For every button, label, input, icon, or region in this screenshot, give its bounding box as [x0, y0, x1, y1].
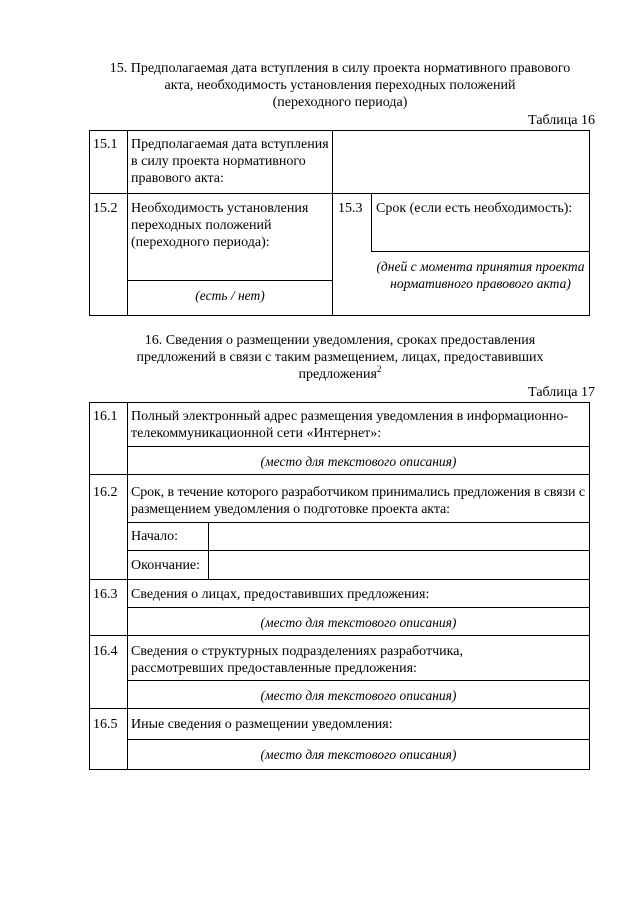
- departments-label: Сведения о структурных подразделениях разработчика, рассмотревших предоставленные предложения:: [131, 644, 463, 676]
- end-label: Окончание:: [131, 558, 201, 573]
- other-info-field[interactable]: (место для текстового описания): [260, 747, 457, 762]
- date-entry-field[interactable]: [334, 132, 588, 192]
- row-number-16-2: 16.2: [93, 485, 118, 500]
- section15-heading-line1: 15. Предполагаемая дата вступления в силу проекта нормативного правового: [109, 61, 571, 76]
- end-field[interactable]: [210, 552, 588, 578]
- section16-heading-line2: предложений в связи с таким размещением, лицах, предоставивших: [136, 350, 544, 365]
- row-number-16-4: 16.4: [93, 644, 118, 659]
- row-number-16-5: 16.5: [93, 717, 118, 732]
- row-number-16-3: 16.3: [93, 587, 118, 602]
- row-number-15-2: 15.2: [93, 201, 118, 216]
- other-info-label: Иные сведения о размещении уведомления:: [131, 717, 393, 732]
- departments-field[interactable]: (место для текстового описания): [260, 688, 457, 703]
- start-label: Начало:: [131, 529, 179, 544]
- proposers-field[interactable]: (место для текстового описания): [260, 615, 457, 630]
- start-field[interactable]: [210, 524, 588, 549]
- notice-address-label: Полный электронный адрес размещения уведомления в информационно-телекоммуникационной сети «Интернет»:: [131, 409, 569, 441]
- term-field[interactable]: (дней с момента принятия проекта нормативного правового акта): [376, 259, 585, 291]
- row-number-16-1: 16.1: [93, 409, 118, 424]
- transition-need-field[interactable]: (есть / нет): [195, 288, 265, 303]
- section16-heading-line1: 16. Сведения о размещении уведомления, сроках предоставления: [144, 333, 536, 348]
- table16-label: Таблица 16: [528, 113, 595, 128]
- row-number-15-1: 15.1: [93, 137, 118, 152]
- proposers-label: Сведения о лицах, предоставивших предложения:: [131, 587, 430, 602]
- table17-label: Таблица 17: [528, 385, 595, 400]
- transition-need-label: Необходимость установления переходных положений (переходного периода):: [131, 201, 309, 250]
- notice-address-field[interactable]: (место для текстового описания): [260, 454, 457, 469]
- proposal-term-label: Срок, в течение которого разработчиком принимались предложения в связи с размещением уведомления о подготовке проекта акта:: [131, 485, 585, 517]
- date-entry-label: Предполагаемая дата вступления в силу проекта нормативного правового акта:: [131, 137, 329, 186]
- term-label: Срок (если есть необходимость):: [376, 201, 573, 216]
- section15-heading: [60, 60, 620, 111]
- section16-heading-line3: предложения: [298, 367, 377, 382]
- section15-heading-line2: акта, необходимость установления переходных положений: [164, 78, 516, 93]
- section16-heading: [60, 332, 620, 383]
- row-number-15-3: 15.3: [338, 201, 363, 216]
- section15-heading-line3: (переходного периода): [272, 95, 408, 110]
- footnote-mark: 2: [376, 364, 382, 374]
